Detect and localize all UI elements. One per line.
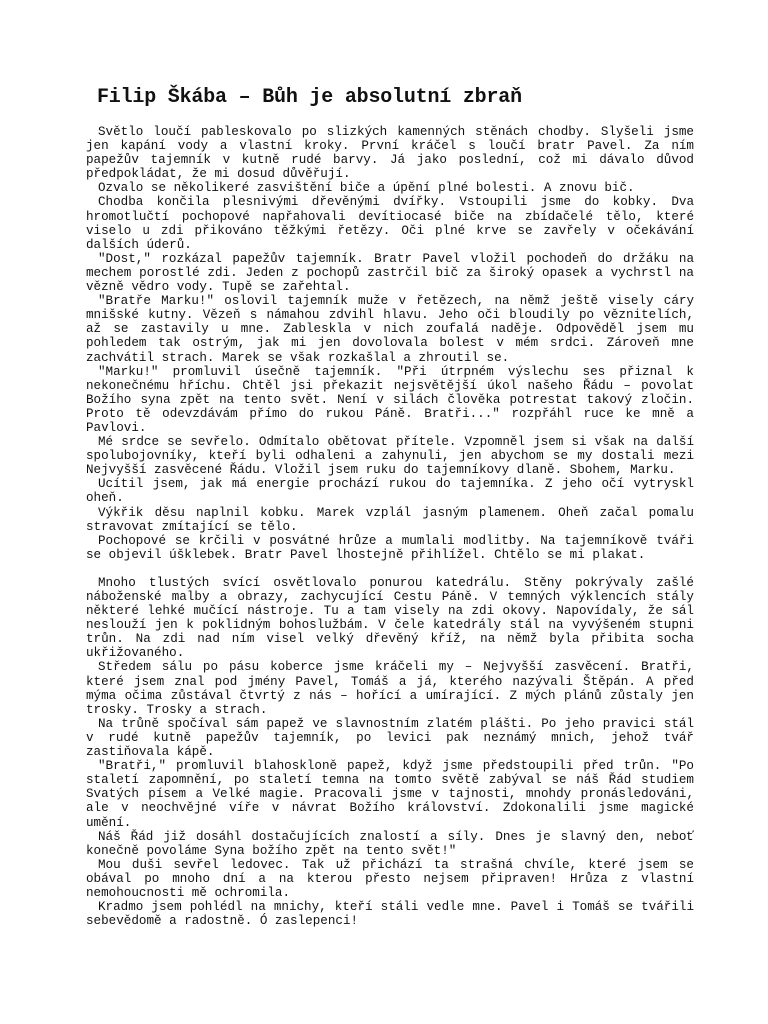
paragraph: Kradmo jsem pohlédl na mnichy, kteří stáli vedle mne. Pavel i Tomáš se tvářili sebevědomě a radostně. Ó zaslepenci! (86, 900, 694, 929)
paragraph: Na trůně spočíval sám papež ve slavnostním zlatém plášti. Po jeho pravici stál v rudé kutně papežův tajemník, po levici pak neznámý mnich, jehož tvář zastiňovala kápě. (86, 716, 694, 760)
paragraph: Ozvalo se několikeré zasvištění biče a úpění plné bolesti. A znovu bič. (98, 181, 635, 196)
paragraph: "Bratři," promluvil blahoskloně papež, když jsme předstoupili před trůn. "Po staletí zapomnění, po staletí temna na tomto světě zabýval se náš Řád studiem Svatých písem a Velké magie. Pracovali jsme v tajnosti, mnohdy pronásledováni, ale v neochvějné víře v návrat Božího království. Zdokonalili jsme magické umění. (86, 759, 694, 830)
paragraph: Náš Řád již dosáhl dostačujících znalostí a síly. Dnes je slavný den, neboť konečně povoláme Syna božího zpět na tento svět!" (86, 829, 694, 858)
paragraph: "Marku!" promluvil úsečně tajemník. "Při útrpném výslechu ses přiznal k nekonečnému hříchu. Chtěl jsi překazit nejsvětější úkol našeho Řádu – povolat Božího syna zpět na tento svět. Není v silách člověka potrestat takový zločin. Proto tě odevzdávám přímo do rukou Páně. Bratři..." rozpřáhl ruce ke mně a Pavlovi. (86, 364, 694, 435)
paragraph: Výkřik děsu naplnil kobku. Marek vzplál jasným plamenem. Oheň začal pomalu stravovat zmítající se tělo. (86, 505, 694, 534)
paragraph: Mnoho tlustých svící osvětlovalo ponurou katedrálu. Stěny pokrývaly zašlé náboženské malby a obrazy, zachycující Cestu Páně. V temných výklencích stály některé lehké mučící nástroje. Tu a tam visely na zdi okovy. Napovídaly, že sál neslouží jen k poklidným bohoslužbám. V čele katedrály stál na vyvýšeném stupni trůn. Na zdi nad ním visel velký dřevěný kříž, na němž byla přibita socha ukřižovaného. (86, 575, 694, 661)
section-break (86, 562, 694, 576)
paragraph: Mou duši sevřel ledovec. Tak už přichází ta strašná chvíle, které jsem se obával po mnoho dní a na kterou přesto nejsem připraven! Hrůza z vlastní nemohoucnosti mě ochromila. (86, 857, 694, 900)
paragraph: "Dost," rozkázal papežův tajemník. Bratr Pavel vložil pochodeň do držáku na mechem porostlé zdi. Jeden z pochopů zastrčil bič za široký opasek a vychrstl na vězně vědro vody. Tupě se zařehtal. (86, 251, 694, 295)
paragraph: Světlo loučí pableskovalo po slizkých kamenných stěnách chodby. Slyšeli jsme jen kapání vody a vlastní kroky. První kráčel s loučí bratr Pavel. Za ním papežův tajemník v kutně rudé barvy. Já jako poslední, což mi dávalo důvod předpokládat, že mi dosud důvěřují. (86, 125, 694, 182)
paragraph: Ucítil jsem, jak má energie prochází rukou do tajemníka. Z jeho očí vytryskl oheň. (86, 477, 694, 506)
section-cathedral (86, 576, 694, 928)
paragraph: "Bratře Marku!" oslovil tajemník muže v řetězech, na němž ještě visely cáry mnišské kutny. Vězeň s námahou zdvihl hlavu. Jeho oči bloudily po věznitelích, až se zastavily u mne. Zableskla v nich zoufalá naděje. Odpověděl jsem mu pohledem tak ostrým, jak mi jen dovolovala bolest v mém srdci. Zároveň mne zachvátil strach. Marek se však rozkašlal a zhroutil se. (86, 294, 694, 365)
paragraph: Mé srdce se sevřelo. Odmítalo obětovat přítele. Vzpomněl jsem si však na další spolubojovníky, kteří byli odhaleni a zahynuli, jen abychom se my dostali mezi Nejvyšší zasvěcené Řádu. Vložil jsem ruku do tajemníkovy dlaně. Sbohem, Marku. (86, 435, 694, 478)
paragraph: Pochopové se krčili v posvátné hrůze a mumlali modlitby. Na tajemníkově tváři se objevil úšklebek. Bratr Pavel lhostejně přihlížel. Chtělo se mi plakat. (86, 533, 694, 562)
section-dungeon (86, 125, 694, 562)
paragraph: Středem sálu po pásu koberce jsme kráčeli my – Nejvyšší zasvěcení. Bratři, které jsem znal pod jmény Pavel, Tomáš a já, kterého nazývali Štěpán. A před mýma očima zůstával čtvrtý z nás – hořící a umírající. Z mých plánů zůstaly jen trosky. Trosky a strach. (86, 660, 694, 717)
paragraph: Chodba končila plesnivými dřevěnými dvířky. Vstoupili jsme do kobky. Dva hromotlučtí pochopové napřahovali devítiocasé biče na zbídačelé tělo, které viselo u zdi přikováno těžkými řetězy. Oči plné krve se zavřely v očekávání dalších úderů. (86, 195, 694, 252)
document-page (86, 86, 694, 928)
document-title: Filip Škába – Bůh je absolutní zbraň (97, 86, 522, 109)
